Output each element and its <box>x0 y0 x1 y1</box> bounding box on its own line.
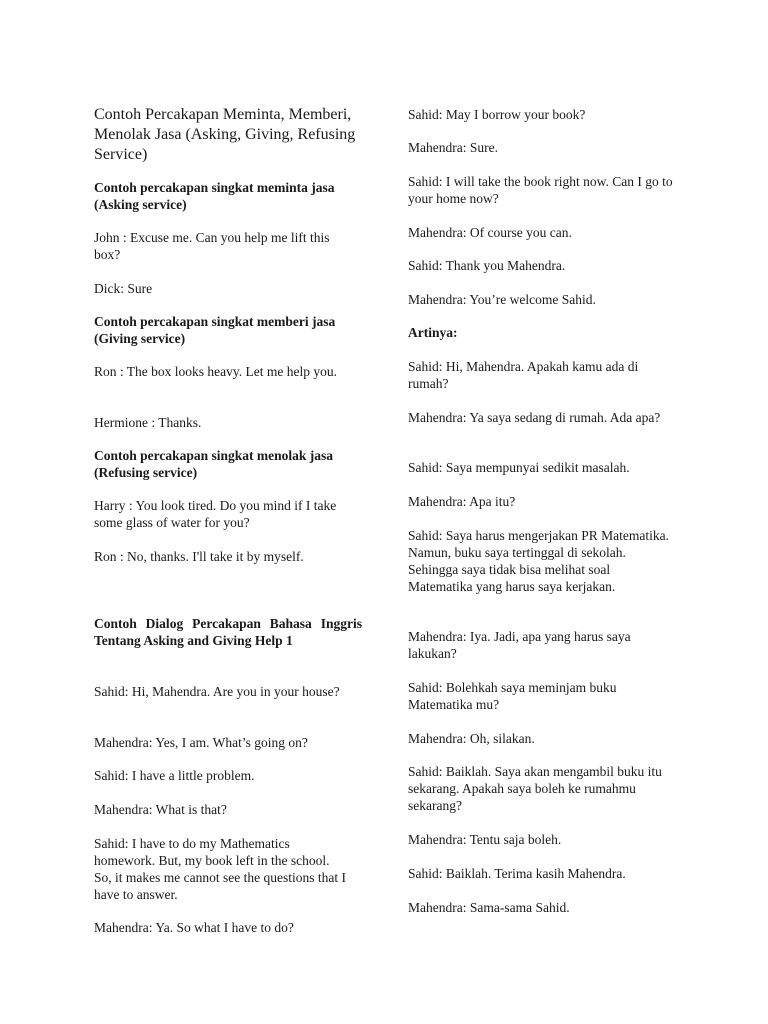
section-heading-refusing-service: Contoh percakapan singkat menolak jasa (Refusing service) <box>94 448 334 480</box>
dialog-line-sahid-4: Sahid: May I borrow your book? <box>408 107 586 122</box>
dialog-line-sahid-1: Sahid: Hi, Mahendra. Are you in your house? <box>94 684 340 699</box>
dialog-line-mahendra-3: Mahendra: Ya. So what I have to do? <box>94 920 294 935</box>
dialog-line-harry: Harry : You look tired. Do you mind if I take some glass of water for you? <box>94 498 337 530</box>
dialog-line-mahendra-2: Mahendra: What is that? <box>94 802 227 817</box>
dialog-line-sahid-6: Sahid: Thank you Mahendra. <box>408 258 566 273</box>
dialog-line-ron-2: Ron : No, thanks. I'll take it by myself. <box>94 549 304 564</box>
section-heading-artinya: Artinya: <box>408 325 458 340</box>
document-title: Contoh Percakapan Meminta, Memberi, Menolak Jasa (Asking, Giving, Refusing Service) <box>94 106 356 163</box>
dialog-line-mahendra-5: Mahendra: Of course you can. <box>408 225 572 240</box>
dialog-line-dick: Dick: Sure <box>94 281 153 296</box>
translation-line-2: Mahendra: Ya saya sedang di rumah. Ada apa? <box>408 410 661 425</box>
translation-line-1: Sahid: Hi, Mahendra. Apakah kamu ada di rumah? <box>408 359 639 391</box>
translation-line-7: Sahid: Bolehkah saya meminjam buku Matematika mu? <box>408 680 617 712</box>
dialog-line-sahid-5: Sahid: I will take the book right now. Can I go to your home now? <box>408 174 673 206</box>
section-heading-dialog-asking-giving-help: Contoh Dialog Percakapan Bahasa Inggris Tentang Asking and Giving Help 1 <box>94 616 362 648</box>
dialog-line-sahid-2: Sahid: I have a little problem. <box>94 768 255 783</box>
dialog-line-john: John : Excuse me. Can you help me lift this box? <box>94 230 330 262</box>
dialog-line-ron-1: Ron : The box looks heavy. Let me help you. <box>94 364 337 379</box>
translation-line-11: Sahid: Baiklah. Terima kasih Mahendra. <box>408 866 626 881</box>
translation-line-12: Mahendra: Sama-sama Sahid. <box>408 900 570 915</box>
translation-line-6: Mahendra: Iya. Jadi, apa yang harus saya lakukan? <box>408 629 631 661</box>
translation-line-10: Mahendra: Tentu saja boleh. <box>408 832 562 847</box>
translation-line-5: Sahid: Saya harus mengerjakan PR Matematika. Namun, buku saya tertinggal di sekolah. Sehingga saya tidak bisa melihat soal Matematika yang harus saya kerjakan. <box>408 528 669 594</box>
section-heading-asking-service: Contoh percakapan singkat meminta jasa (Asking service) <box>94 180 335 212</box>
translation-line-4: Mahendra: Apa itu? <box>408 494 516 509</box>
dialog-line-hermione: Hermione : Thanks. <box>94 415 202 430</box>
translation-line-3: Sahid: Saya mempunyai sedikit masalah. <box>408 460 630 475</box>
translation-line-9: Sahid: Baiklah. Saya akan mengambil buku itu sekarang. Apakah saya boleh ke rumahmu sekarang? <box>408 764 662 813</box>
dialog-line-mahendra-6: Mahendra: You’re welcome Sahid. <box>408 292 596 307</box>
dialog-line-mahendra-1: Mahendra: Yes, I am. What’s going on? <box>94 735 308 750</box>
dialog-line-sahid-3: Sahid: I have to do my Mathematics homework. But, my book left in the school. So, it makes me cannot see the questions that I have to answer. <box>94 836 346 902</box>
translation-line-8: Mahendra: Oh, silakan. <box>408 731 535 746</box>
dialog-line-mahendra-4: Mahendra: Sure. <box>408 140 498 155</box>
section-heading-giving-service: Contoh percakapan singkat memberi jasa (Giving service) <box>94 314 336 346</box>
